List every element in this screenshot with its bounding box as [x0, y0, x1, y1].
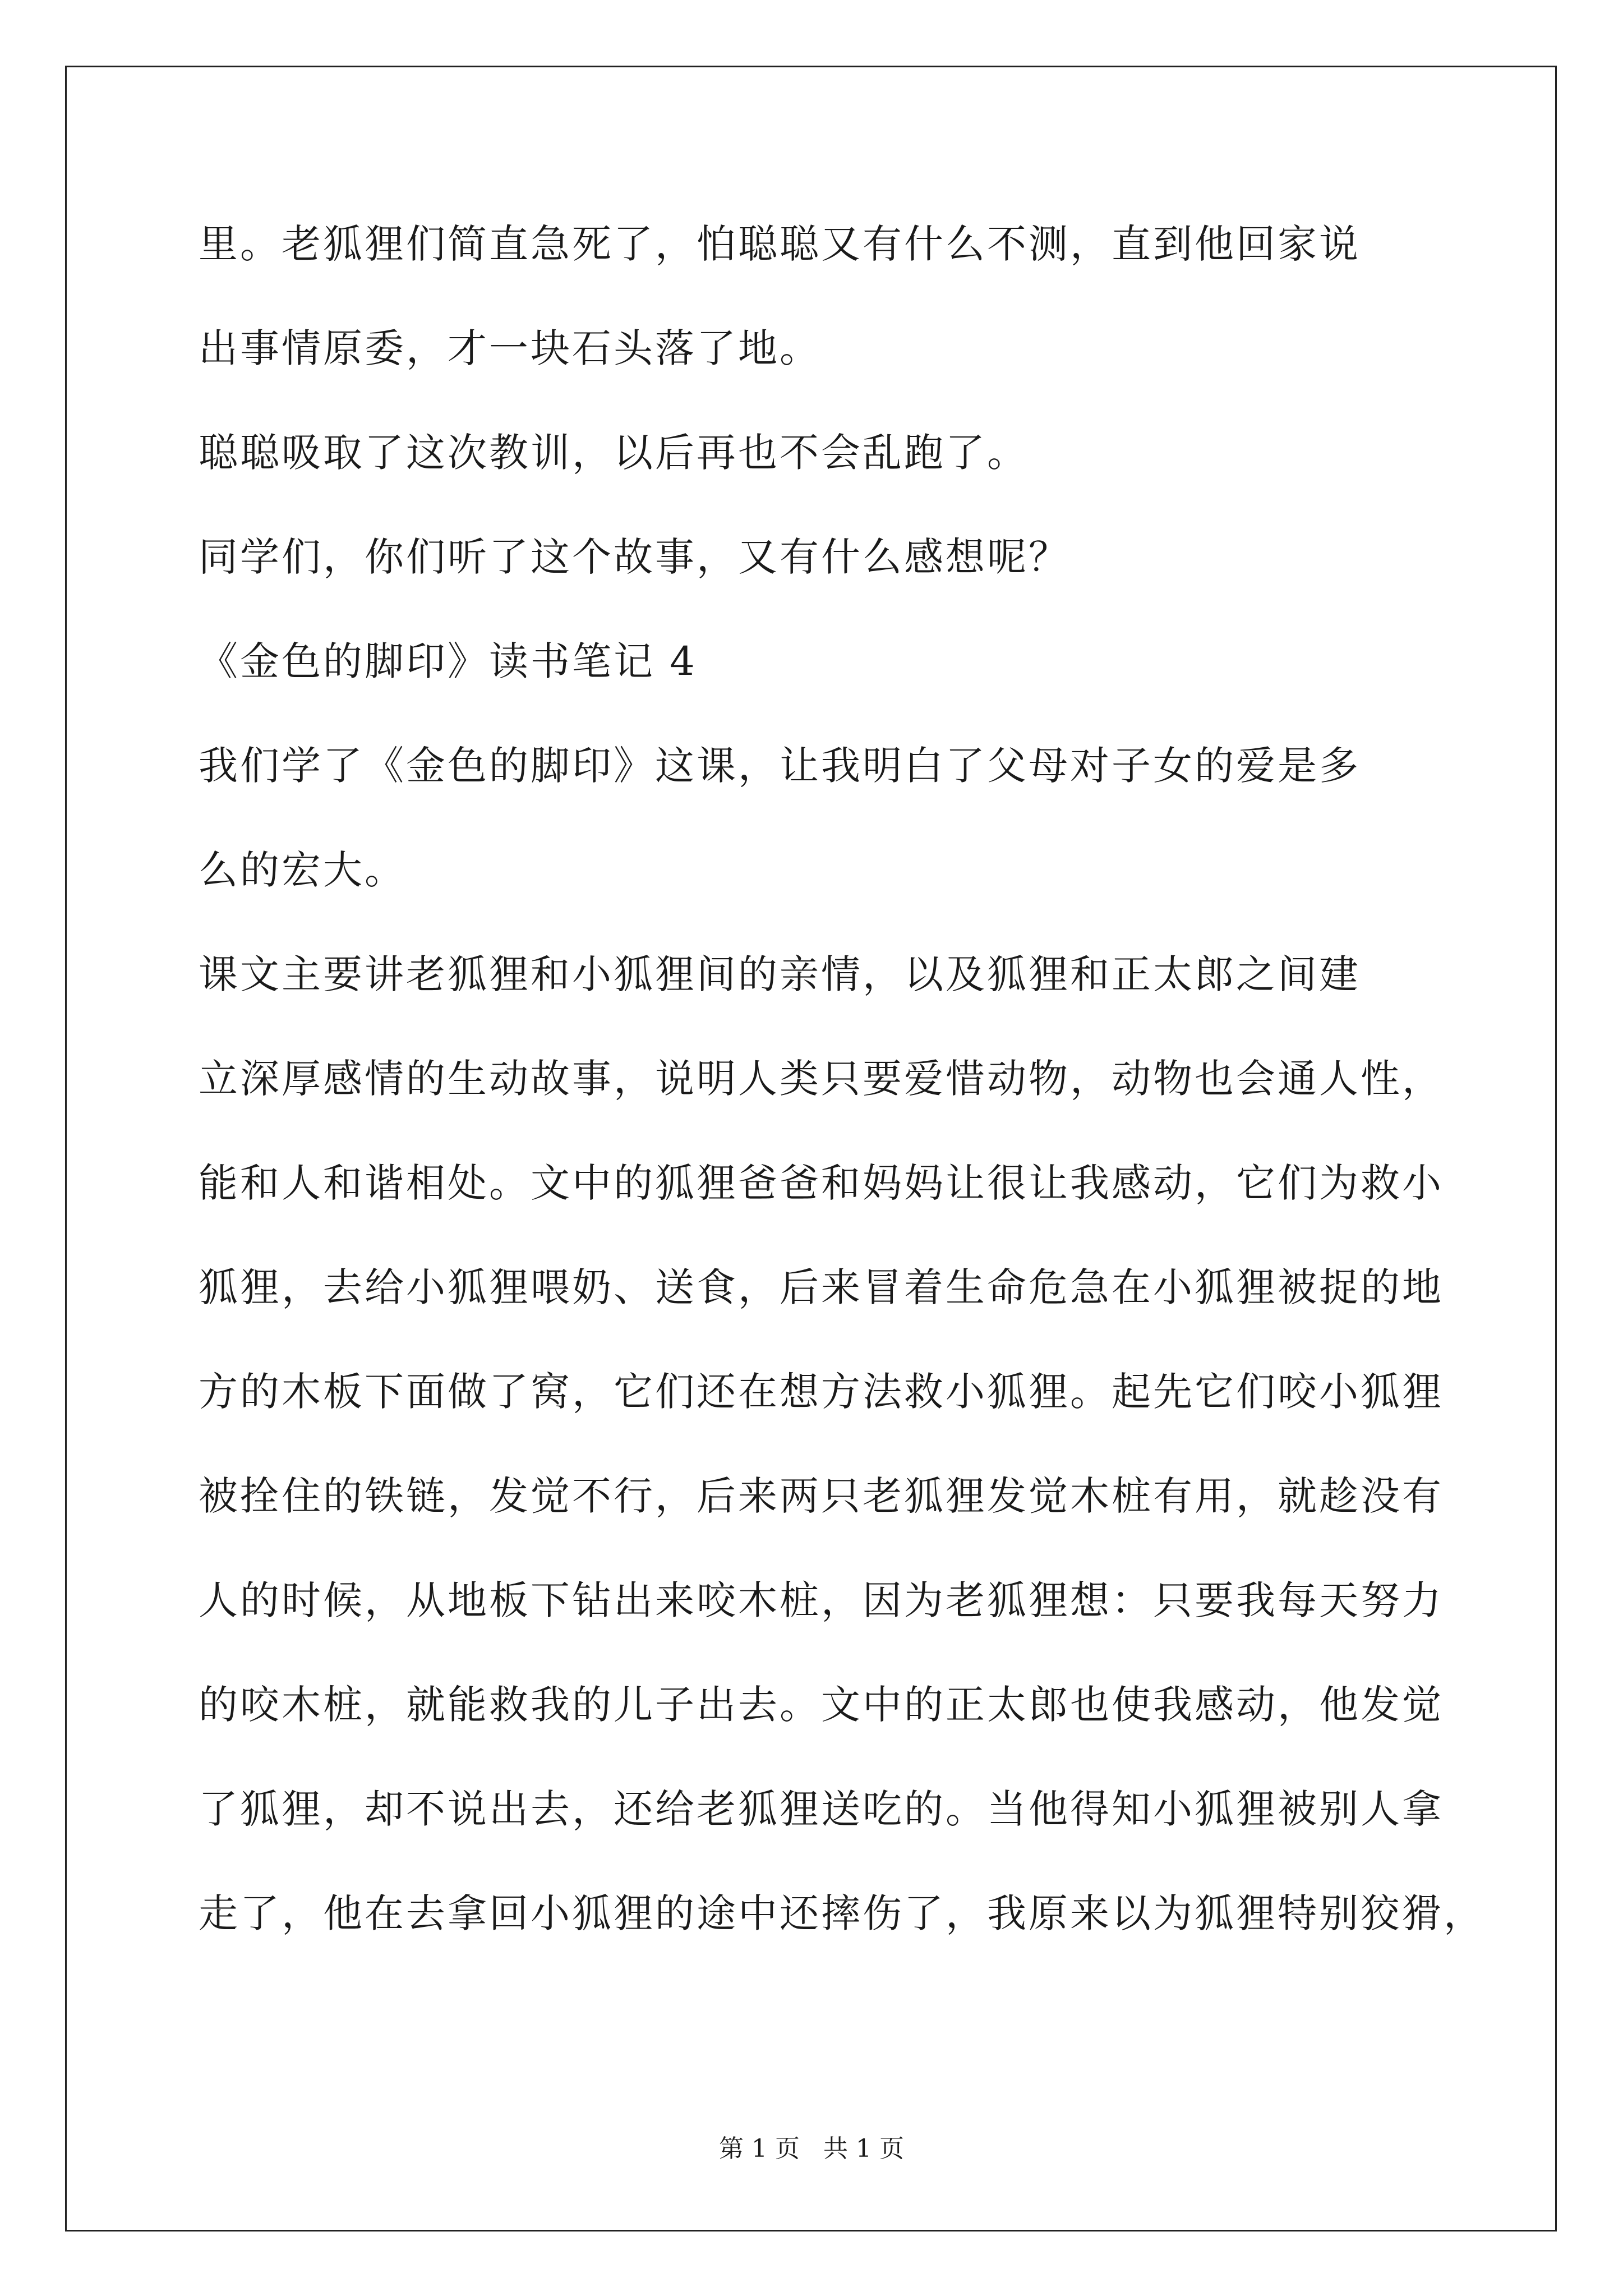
text-line: 了狐狸，却不说出去，还给老狐狸送吃的。当他得知小狐狸被别人拿 — [199, 1786, 1444, 1832]
text-line: 的咬木桩，就能救我的儿子出去。文中的正太郎也使我感动，他发觉 — [199, 1682, 1444, 1728]
page-footer: 第 1 页 共 1 页 — [719, 2134, 904, 2163]
text-line: 聪聪吸取了这次教训，以后再也不会乱跑了。 — [199, 430, 1029, 476]
text-line: 出事情原委，才一块石头落了地。 — [199, 325, 821, 371]
text-line: 里。老狐狸们简直急死了，怕聪聪又有什么不测，直到他回家说 — [199, 221, 1361, 267]
section-heading: 《金色的脚印》读书笔记 4 — [199, 638, 697, 684]
text-line: 立深厚感情的生动故事，说明人类只要爱惜动物，动物也会通人性， — [199, 1056, 1444, 1102]
text-line: 么的宏大。 — [199, 847, 406, 893]
text-line: 课文主要讲老狐狸和小狐狸间的亲情，以及狐狸和正太郎之间建 — [199, 951, 1361, 997]
text-line: 方的木板下面做了窝，它们还在想方法救小狐狸。起先它们咬小狐狸 — [199, 1369, 1444, 1415]
text-line: 被拴住的铁链，发觉不行，后来两只老狐狸发觉木桩有用，就趁没有 — [199, 1473, 1444, 1519]
text-line: 我们学了《金色的脚印》这课，让我明白了父母对子女的爱是多 — [199, 743, 1361, 789]
text-line: 狐狸，去给小狐狸喂奶、送食，后来冒着生命危急在小狐狸被捉的地 — [199, 1264, 1444, 1310]
text-line: 走了，他在去拿回小狐狸的途中还摔伤了，我原来以为狐狸特别狡猾， — [199, 1890, 1485, 1936]
text-line: 能和人和谐相处。文中的狐狸爸爸和妈妈让很让我感动，它们为救小 — [199, 1160, 1444, 1206]
text-line: 同学们，你们听了这个故事，又有什么感想呢？ — [199, 534, 1070, 580]
text-line: 人的时候，从地板下钻出来咬木桩，因为老狐狸想：只要我每天努力 — [199, 1577, 1444, 1623]
